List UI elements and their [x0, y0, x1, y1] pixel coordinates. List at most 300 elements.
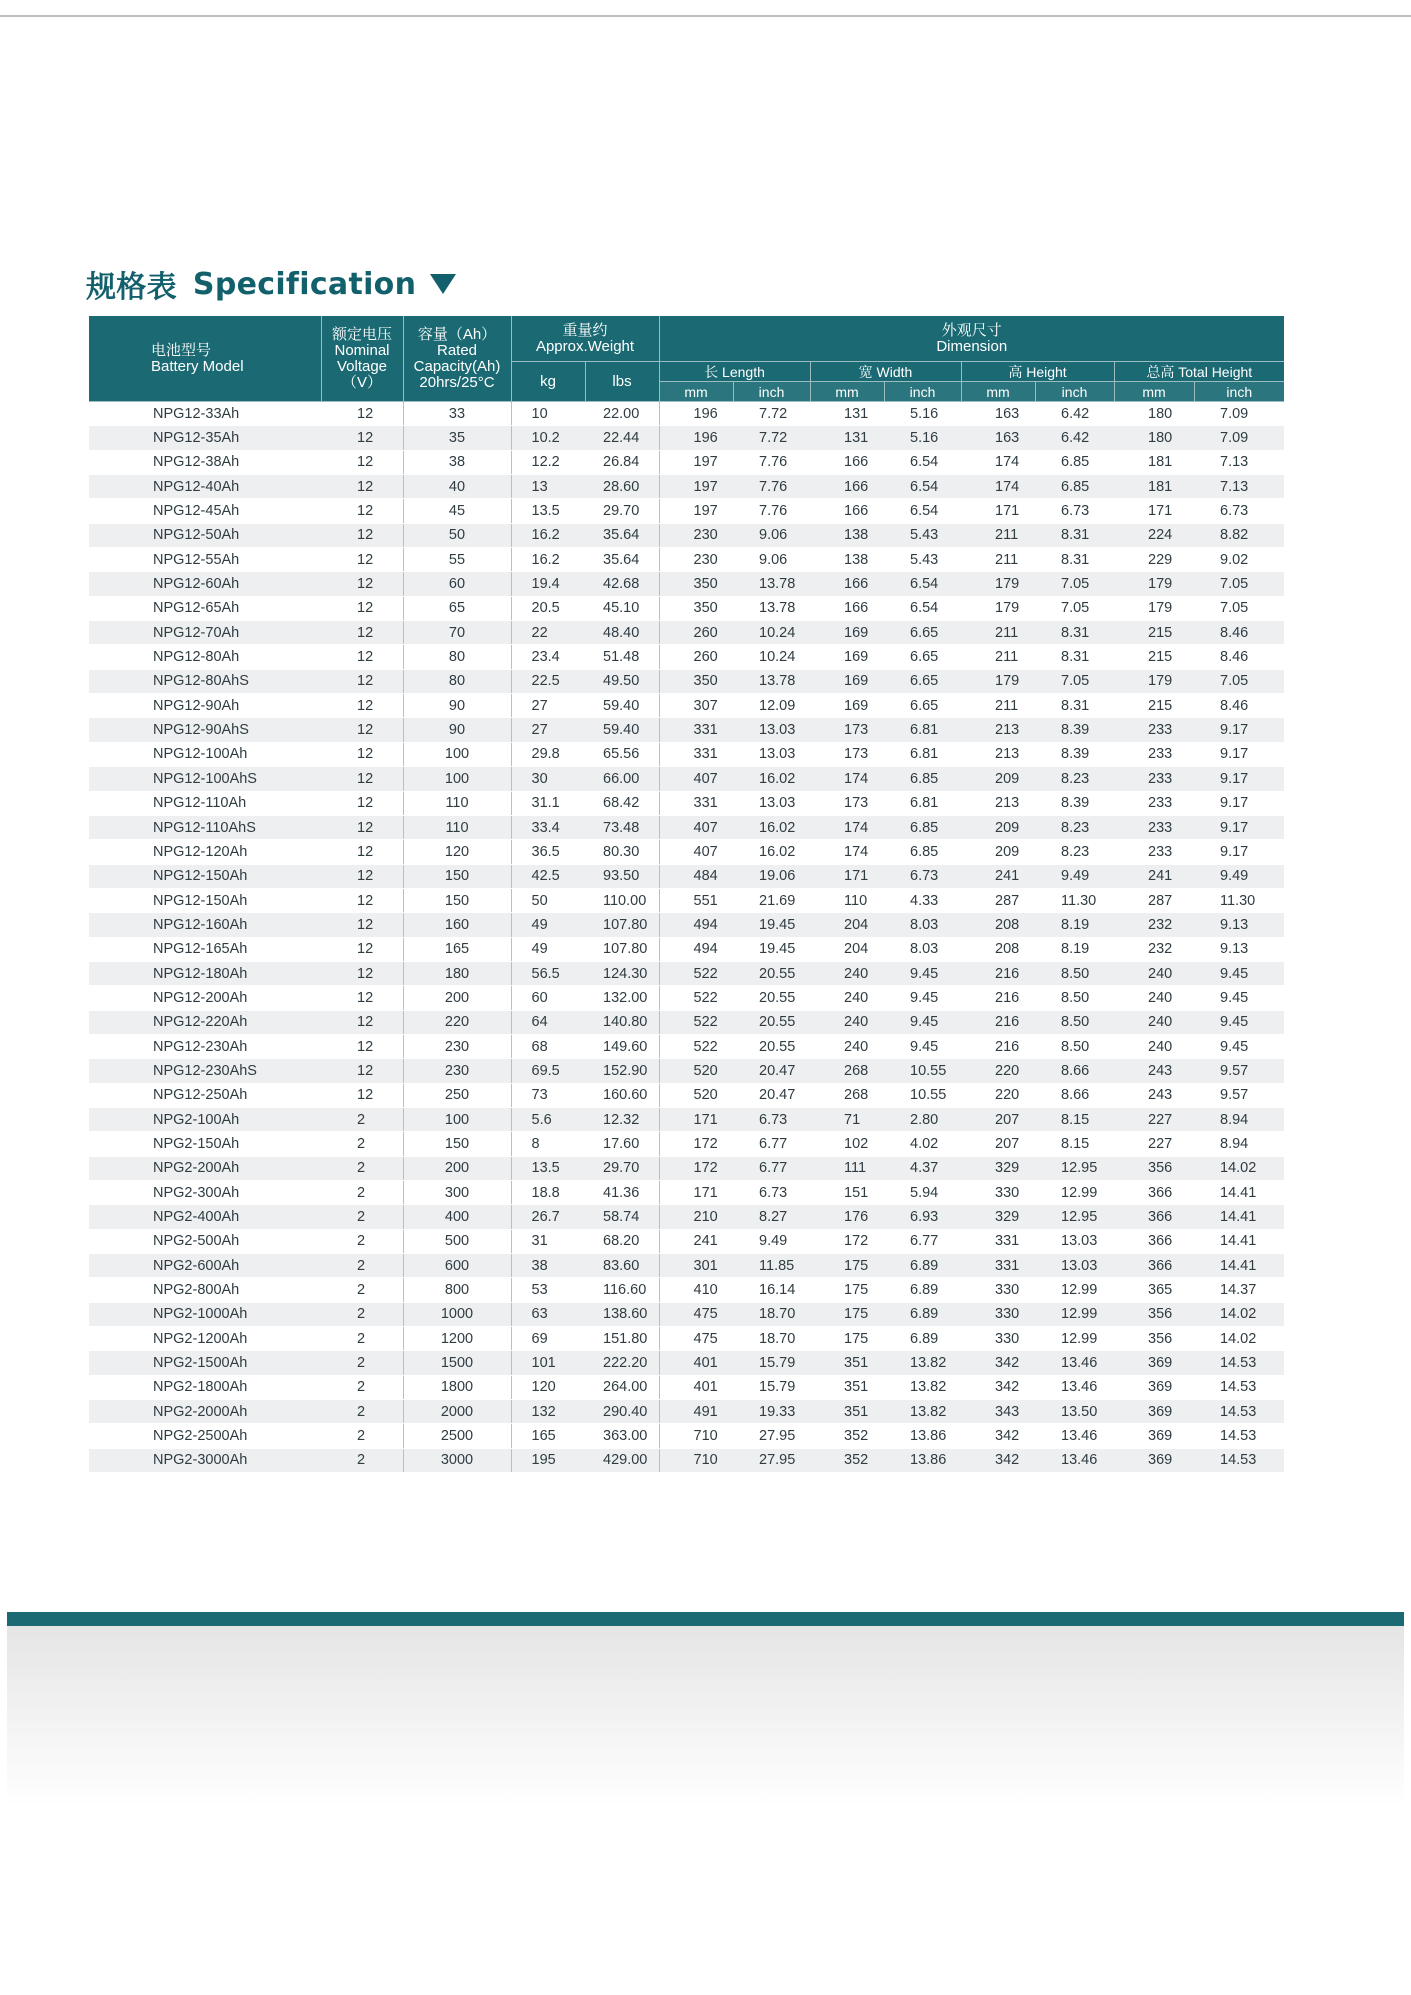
cell-length-inch: 18.70 — [733, 1302, 810, 1326]
header-voltage-en2: Voltage — [336, 357, 388, 375]
cell-total-height-inch: 9.49 — [1194, 864, 1284, 888]
table-row — [89, 450, 1284, 474]
cell-weight-kg: 56.5 — [511, 961, 585, 985]
cell-voltage: 12 — [321, 499, 403, 523]
table-row — [89, 694, 1284, 718]
cell-capacity: 150 — [403, 864, 511, 888]
top-rule — [0, 15, 1411, 17]
cell-length-inch: 10.24 — [733, 645, 810, 669]
cell-length-mm: 350 — [659, 669, 733, 693]
cell-capacity: 230 — [403, 1059, 511, 1083]
cell-length-mm: 331 — [659, 742, 733, 766]
cell-length-mm: 197 — [659, 450, 733, 474]
cell-total-height-mm: 227 — [1114, 1132, 1194, 1156]
cell-height-inch: 8.19 — [1035, 913, 1114, 937]
cell-width-inch: 4.02 — [884, 1132, 961, 1156]
cell-height-mm: 330 — [961, 1278, 1035, 1302]
cell-voltage: 12 — [321, 913, 403, 937]
cell-voltage: 12 — [321, 669, 403, 693]
cell-length-inch: 13.03 — [733, 742, 810, 766]
cell-height-mm: 329 — [961, 1156, 1035, 1180]
cell-weight-lbs: 429.00 — [585, 1448, 659, 1472]
cell-voltage: 2 — [321, 1424, 403, 1448]
table-row — [89, 1059, 1284, 1083]
cell-length-mm: 407 — [659, 815, 733, 839]
header-capacity-zh: 容量（Ah） — [417, 325, 497, 343]
table-row — [89, 767, 1284, 791]
cell-length-inch: 13.78 — [733, 572, 810, 596]
cell-model: NPG2-2500Ah — [89, 1424, 321, 1448]
cell-length-inch: 27.95 — [733, 1424, 810, 1448]
cell-weight-kg: 132 — [511, 1400, 585, 1424]
cell-capacity: 120 — [403, 840, 511, 864]
cell-height-mm: 179 — [961, 596, 1035, 620]
cell-height-inch: 12.99 — [1035, 1181, 1114, 1205]
cell-weight-kg: 13.5 — [511, 1156, 585, 1180]
cell-voltage: 12 — [321, 548, 403, 572]
cell-length-inch: 7.72 — [733, 426, 810, 450]
cell-capacity: 60 — [403, 572, 511, 596]
cell-width-mm: 169 — [810, 669, 884, 693]
cell-total-height-inch: 8.94 — [1194, 1107, 1284, 1131]
cell-width-inch: 6.89 — [884, 1278, 961, 1302]
cell-length-mm: 475 — [659, 1302, 733, 1326]
cell-length-inch: 19.45 — [733, 937, 810, 961]
cell-width-mm: 173 — [810, 742, 884, 766]
cell-width-inch: 9.45 — [884, 961, 961, 985]
cell-model: NPG2-800Ah — [89, 1278, 321, 1302]
cell-width-mm: 166 — [810, 596, 884, 620]
cell-capacity: 40 — [403, 475, 511, 499]
cell-capacity: 180 — [403, 961, 511, 985]
table-row — [89, 961, 1284, 985]
cell-height-inch: 8.31 — [1035, 523, 1114, 547]
cell-height-inch: 8.39 — [1035, 742, 1114, 766]
cell-width-mm: 71 — [810, 1107, 884, 1131]
cell-length-inch: 19.06 — [733, 864, 810, 888]
table-row — [89, 791, 1284, 815]
cell-voltage: 12 — [321, 937, 403, 961]
cell-height-mm: 287 — [961, 888, 1035, 912]
cell-total-height-mm: 356 — [1114, 1302, 1194, 1326]
cell-total-height-inch: 9.57 — [1194, 1059, 1284, 1083]
cell-capacity: 110 — [403, 791, 511, 815]
header-voltage-zh: 额定电压 — [331, 325, 392, 343]
cell-model: NPG2-100Ah — [89, 1107, 321, 1131]
footer-band — [7, 1612, 1404, 1626]
cell-total-height-mm: 240 — [1114, 986, 1194, 1010]
cell-capacity: 150 — [403, 1132, 511, 1156]
cell-weight-lbs: 45.10 — [585, 596, 659, 620]
table-row — [89, 1132, 1284, 1156]
cell-height-mm: 342 — [961, 1424, 1035, 1448]
cell-height-inch: 13.46 — [1035, 1448, 1114, 1472]
cell-length-inch: 20.47 — [733, 1059, 810, 1083]
cell-width-inch: 13.82 — [884, 1400, 961, 1424]
cell-width-mm: 131 — [810, 426, 884, 450]
cell-length-inch: 18.70 — [733, 1327, 810, 1351]
cell-total-height-inch: 9.17 — [1194, 815, 1284, 839]
cell-total-height-mm: 233 — [1114, 718, 1194, 742]
cell-length-inch: 16.02 — [733, 840, 810, 864]
cell-length-mm: 331 — [659, 791, 733, 815]
cell-total-height-mm: 232 — [1114, 937, 1194, 961]
cell-total-height-inch: 9.45 — [1194, 986, 1284, 1010]
cell-weight-lbs: 363.00 — [585, 1424, 659, 1448]
cell-total-height-inch: 14.02 — [1194, 1156, 1284, 1180]
cell-total-height-mm: 233 — [1114, 840, 1194, 864]
cell-weight-kg: 5.6 — [511, 1107, 585, 1131]
cell-total-height-mm: 180 — [1114, 426, 1194, 450]
cell-total-height-mm: 240 — [1114, 1010, 1194, 1034]
cell-weight-kg: 27 — [511, 718, 585, 742]
cell-weight-lbs: 68.42 — [585, 791, 659, 815]
cell-capacity: 500 — [403, 1229, 511, 1253]
table-row — [89, 402, 1284, 426]
table-row — [89, 523, 1284, 547]
cell-length-mm: 307 — [659, 694, 733, 718]
cell-total-height-inch: 7.13 — [1194, 450, 1284, 474]
cell-width-mm: 240 — [810, 986, 884, 1010]
cell-total-height-mm: 232 — [1114, 913, 1194, 937]
cell-width-inch: 5.16 — [884, 426, 961, 450]
cell-weight-kg: 18.8 — [511, 1181, 585, 1205]
table-row — [89, 475, 1284, 499]
cell-weight-kg: 38 — [511, 1254, 585, 1278]
table-row — [89, 1400, 1284, 1424]
header-height-mm: mm — [961, 382, 1035, 402]
cell-weight-lbs: 83.60 — [585, 1254, 659, 1278]
cell-height-mm: 211 — [961, 523, 1035, 547]
header-weight-zh: 重量约 — [562, 321, 608, 339]
cell-model: NPG12-70Ah — [89, 621, 321, 645]
cell-total-height-inch: 9.17 — [1194, 791, 1284, 815]
cell-voltage: 12 — [321, 840, 403, 864]
cell-height-inch: 12.99 — [1035, 1302, 1114, 1326]
cell-width-mm: 110 — [810, 888, 884, 912]
cell-weight-lbs: 42.68 — [585, 572, 659, 596]
cell-length-inch: 20.55 — [733, 1034, 810, 1058]
table-row — [89, 572, 1284, 596]
cell-total-height-inch: 9.45 — [1194, 1034, 1284, 1058]
cell-width-inch: 6.89 — [884, 1302, 961, 1326]
cell-height-inch: 13.03 — [1035, 1254, 1114, 1278]
cell-weight-lbs: 116.60 — [585, 1278, 659, 1302]
cell-weight-lbs: 28.60 — [585, 475, 659, 499]
cell-length-inch: 8.27 — [733, 1205, 810, 1229]
cell-weight-kg: 8 — [511, 1132, 585, 1156]
cell-total-height-mm: 215 — [1114, 694, 1194, 718]
cell-voltage: 12 — [321, 523, 403, 547]
header-length: 长 Length — [659, 362, 810, 382]
table-row — [89, 1034, 1284, 1058]
cell-capacity: 70 — [403, 621, 511, 645]
cell-height-mm: 179 — [961, 572, 1035, 596]
table-row — [89, 1010, 1284, 1034]
cell-height-mm: 207 — [961, 1132, 1035, 1156]
cell-model: NPG12-120Ah — [89, 840, 321, 864]
cell-total-height-mm: 227 — [1114, 1107, 1194, 1131]
cell-total-height-inch: 8.46 — [1194, 694, 1284, 718]
cell-weight-kg: 10 — [511, 402, 585, 426]
cell-length-mm: 710 — [659, 1424, 733, 1448]
cell-voltage: 12 — [321, 718, 403, 742]
cell-height-mm: 209 — [961, 815, 1035, 839]
table-row — [89, 742, 1284, 766]
cell-capacity: 1500 — [403, 1351, 511, 1375]
cell-length-inch: 20.55 — [733, 961, 810, 985]
cell-width-mm: 102 — [810, 1132, 884, 1156]
header-voltage-unit: （V） — [341, 373, 382, 391]
cell-weight-lbs: 160.60 — [585, 1083, 659, 1107]
table-row — [89, 815, 1284, 839]
cell-total-height-mm: 287 — [1114, 888, 1194, 912]
cell-width-inch: 5.94 — [884, 1181, 961, 1205]
cell-weight-kg: 23.4 — [511, 645, 585, 669]
cell-total-height-inch: 14.02 — [1194, 1327, 1284, 1351]
cell-model: NPG2-600Ah — [89, 1254, 321, 1278]
header-model — [89, 316, 321, 402]
cell-width-inch: 13.86 — [884, 1424, 961, 1448]
cell-model: NPG12-110Ah — [89, 791, 321, 815]
cell-height-mm: 163 — [961, 402, 1035, 426]
table-row — [89, 1229, 1284, 1253]
cell-capacity: 65 — [403, 596, 511, 620]
cell-total-height-mm: 233 — [1114, 767, 1194, 791]
table-row — [89, 1351, 1284, 1375]
cell-model: NPG12-33Ah — [89, 402, 321, 426]
cell-height-inch: 13.46 — [1035, 1375, 1114, 1399]
cell-total-height-mm: 233 — [1114, 742, 1194, 766]
cell-length-inch: 6.73 — [733, 1181, 810, 1205]
cell-length-mm: 230 — [659, 523, 733, 547]
table-row — [89, 596, 1284, 620]
cell-width-inch: 6.65 — [884, 645, 961, 669]
cell-height-mm: 331 — [961, 1254, 1035, 1278]
cell-length-mm: 401 — [659, 1375, 733, 1399]
cell-height-mm: 241 — [961, 864, 1035, 888]
cell-total-height-mm: 356 — [1114, 1327, 1194, 1351]
cell-voltage: 12 — [321, 767, 403, 791]
cell-voltage: 2 — [321, 1375, 403, 1399]
cell-voltage: 12 — [321, 645, 403, 669]
cell-length-mm: 172 — [659, 1132, 733, 1156]
cell-voltage: 2 — [321, 1448, 403, 1472]
table-row — [89, 1424, 1284, 1448]
cell-length-mm: 522 — [659, 961, 733, 985]
header-capacity-en1: Rated — [436, 341, 478, 359]
cell-capacity: 100 — [403, 1107, 511, 1131]
cell-model: NPG12-230Ah — [89, 1034, 321, 1058]
cell-length-inch: 20.55 — [733, 1010, 810, 1034]
cell-total-height-mm: 233 — [1114, 791, 1194, 815]
cell-length-inch: 7.76 — [733, 450, 810, 474]
cell-width-mm: 174 — [810, 840, 884, 864]
cell-length-mm: 350 — [659, 572, 733, 596]
cell-height-mm: 330 — [961, 1181, 1035, 1205]
header-lbs: lbs — [585, 362, 659, 402]
cell-length-inch: 15.79 — [733, 1375, 810, 1399]
header-capacity-en2: Capacity(Ah) — [413, 357, 501, 375]
cell-voltage: 2 — [321, 1302, 403, 1326]
cell-weight-kg: 29.8 — [511, 742, 585, 766]
cell-width-mm: 173 — [810, 718, 884, 742]
cell-width-inch: 6.85 — [884, 815, 961, 839]
table-row — [89, 669, 1284, 693]
cell-height-mm: 330 — [961, 1327, 1035, 1351]
cell-capacity: 200 — [403, 1156, 511, 1180]
cell-weight-kg: 10.2 — [511, 426, 585, 450]
header-voltage-en1: Nominal — [334, 341, 390, 359]
cell-weight-lbs: 80.30 — [585, 840, 659, 864]
cell-length-inch: 20.47 — [733, 1083, 810, 1107]
cell-height-inch: 8.31 — [1035, 548, 1114, 572]
cell-height-inch: 6.42 — [1035, 402, 1114, 426]
cell-length-mm: 350 — [659, 596, 733, 620]
cell-length-mm: 197 — [659, 475, 733, 499]
cell-capacity: 2000 — [403, 1400, 511, 1424]
cell-weight-kg: 53 — [511, 1278, 585, 1302]
cell-length-mm: 407 — [659, 840, 733, 864]
cell-weight-kg: 16.2 — [511, 523, 585, 547]
cell-height-mm: 216 — [961, 1034, 1035, 1058]
cell-voltage: 12 — [321, 621, 403, 645]
cell-width-inch: 6.81 — [884, 718, 961, 742]
cell-weight-kg: 49 — [511, 913, 585, 937]
cell-weight-kg: 19.4 — [511, 572, 585, 596]
cell-capacity: 110 — [403, 815, 511, 839]
cell-weight-kg: 195 — [511, 1448, 585, 1472]
triangle-down-icon — [430, 274, 456, 294]
cell-width-inch: 5.43 — [884, 523, 961, 547]
cell-width-mm: 131 — [810, 402, 884, 426]
cell-width-inch: 6.65 — [884, 694, 961, 718]
cell-weight-lbs: 290.40 — [585, 1400, 659, 1424]
cell-total-height-mm: 241 — [1114, 864, 1194, 888]
cell-model: NPG12-80AhS — [89, 669, 321, 693]
cell-capacity: 160 — [403, 913, 511, 937]
cell-total-height-inch: 6.73 — [1194, 499, 1284, 523]
cell-weight-kg: 20.5 — [511, 596, 585, 620]
cell-width-inch: 6.81 — [884, 742, 961, 766]
cell-total-height-mm: 369 — [1114, 1375, 1194, 1399]
cell-total-height-mm: 233 — [1114, 815, 1194, 839]
cell-weight-kg: 16.2 — [511, 548, 585, 572]
cell-length-mm: 401 — [659, 1351, 733, 1375]
cell-width-inch: 9.45 — [884, 1034, 961, 1058]
cell-total-height-inch: 9.13 — [1194, 937, 1284, 961]
cell-total-height-inch: 14.53 — [1194, 1424, 1284, 1448]
cell-width-mm: 240 — [810, 1034, 884, 1058]
cell-model: NPG12-50Ah — [89, 523, 321, 547]
table-row — [89, 426, 1284, 450]
cell-total-height-mm: 179 — [1114, 572, 1194, 596]
cell-weight-kg: 68 — [511, 1034, 585, 1058]
cell-model: NPG12-60Ah — [89, 572, 321, 596]
cell-length-mm: 230 — [659, 548, 733, 572]
header-capacity-en3: 20hrs/25°C — [419, 373, 495, 391]
cell-total-height-inch: 9.13 — [1194, 913, 1284, 937]
cell-voltage: 12 — [321, 1059, 403, 1083]
cell-length-inch: 19.45 — [733, 913, 810, 937]
cell-length-mm: 171 — [659, 1107, 733, 1131]
cell-total-height-mm: 243 — [1114, 1083, 1194, 1107]
cell-height-inch: 12.99 — [1035, 1327, 1114, 1351]
cell-height-inch: 8.15 — [1035, 1132, 1114, 1156]
table-row — [89, 718, 1284, 742]
table-row — [89, 1254, 1284, 1278]
cell-total-height-mm: 215 — [1114, 645, 1194, 669]
cell-voltage: 2 — [321, 1181, 403, 1205]
cell-capacity: 90 — [403, 694, 511, 718]
cell-voltage: 2 — [321, 1156, 403, 1180]
cell-weight-kg: 64 — [511, 1010, 585, 1034]
cell-length-inch: 6.77 — [733, 1132, 810, 1156]
cell-height-inch: 8.39 — [1035, 718, 1114, 742]
cell-width-inch: 6.89 — [884, 1254, 961, 1278]
table-row — [89, 913, 1284, 937]
cell-height-mm: 211 — [961, 621, 1035, 645]
cell-total-height-inch: 14.53 — [1194, 1448, 1284, 1472]
table-row — [89, 1083, 1284, 1107]
cell-width-inch: 6.54 — [884, 475, 961, 499]
cell-capacity: 200 — [403, 986, 511, 1010]
cell-weight-lbs: 110.00 — [585, 888, 659, 912]
cell-height-mm: 213 — [961, 791, 1035, 815]
cell-length-mm: 484 — [659, 864, 733, 888]
cell-width-inch: 6.85 — [884, 840, 961, 864]
cell-model: NPG2-1200Ah — [89, 1327, 321, 1351]
cell-height-inch: 8.50 — [1035, 1010, 1114, 1034]
cell-total-height-inch: 14.02 — [1194, 1302, 1284, 1326]
cell-height-inch: 11.30 — [1035, 888, 1114, 912]
cell-model: NPG2-1800Ah — [89, 1375, 321, 1399]
cell-width-inch: 5.16 — [884, 402, 961, 426]
cell-model: NPG12-65Ah — [89, 596, 321, 620]
header-model-en: Battery Model — [151, 357, 244, 375]
cell-total-height-inch: 8.94 — [1194, 1132, 1284, 1156]
cell-total-height-inch: 14.53 — [1194, 1400, 1284, 1424]
cell-weight-lbs: 222.20 — [585, 1351, 659, 1375]
cell-model: NPG2-150Ah — [89, 1132, 321, 1156]
cell-length-inch: 19.33 — [733, 1400, 810, 1424]
cell-height-inch: 6.85 — [1035, 450, 1114, 474]
cell-total-height-inch: 7.13 — [1194, 475, 1284, 499]
header-width-mm: mm — [810, 382, 884, 402]
cell-height-mm: 342 — [961, 1448, 1035, 1472]
cell-width-mm: 174 — [810, 767, 884, 791]
cell-length-inch: 16.14 — [733, 1278, 810, 1302]
cell-weight-lbs: 17.60 — [585, 1132, 659, 1156]
cell-width-mm: 175 — [810, 1302, 884, 1326]
cell-height-mm: 209 — [961, 840, 1035, 864]
cell-length-mm: 522 — [659, 1010, 733, 1034]
cell-width-inch: 13.82 — [884, 1375, 961, 1399]
cell-height-inch: 9.49 — [1035, 864, 1114, 888]
cell-total-height-mm: 369 — [1114, 1448, 1194, 1472]
cell-height-inch: 8.50 — [1035, 961, 1114, 985]
cell-length-mm: 520 — [659, 1059, 733, 1083]
table-header — [89, 316, 1284, 402]
cell-weight-kg: 60 — [511, 986, 585, 1010]
cell-length-mm: 410 — [659, 1278, 733, 1302]
cell-weight-lbs: 22.00 — [585, 402, 659, 426]
cell-weight-lbs: 93.50 — [585, 864, 659, 888]
cell-total-height-inch: 9.02 — [1194, 548, 1284, 572]
cell-weight-lbs: 124.30 — [585, 961, 659, 985]
cell-model: NPG12-165Ah — [89, 937, 321, 961]
cell-width-inch: 13.86 — [884, 1448, 961, 1472]
